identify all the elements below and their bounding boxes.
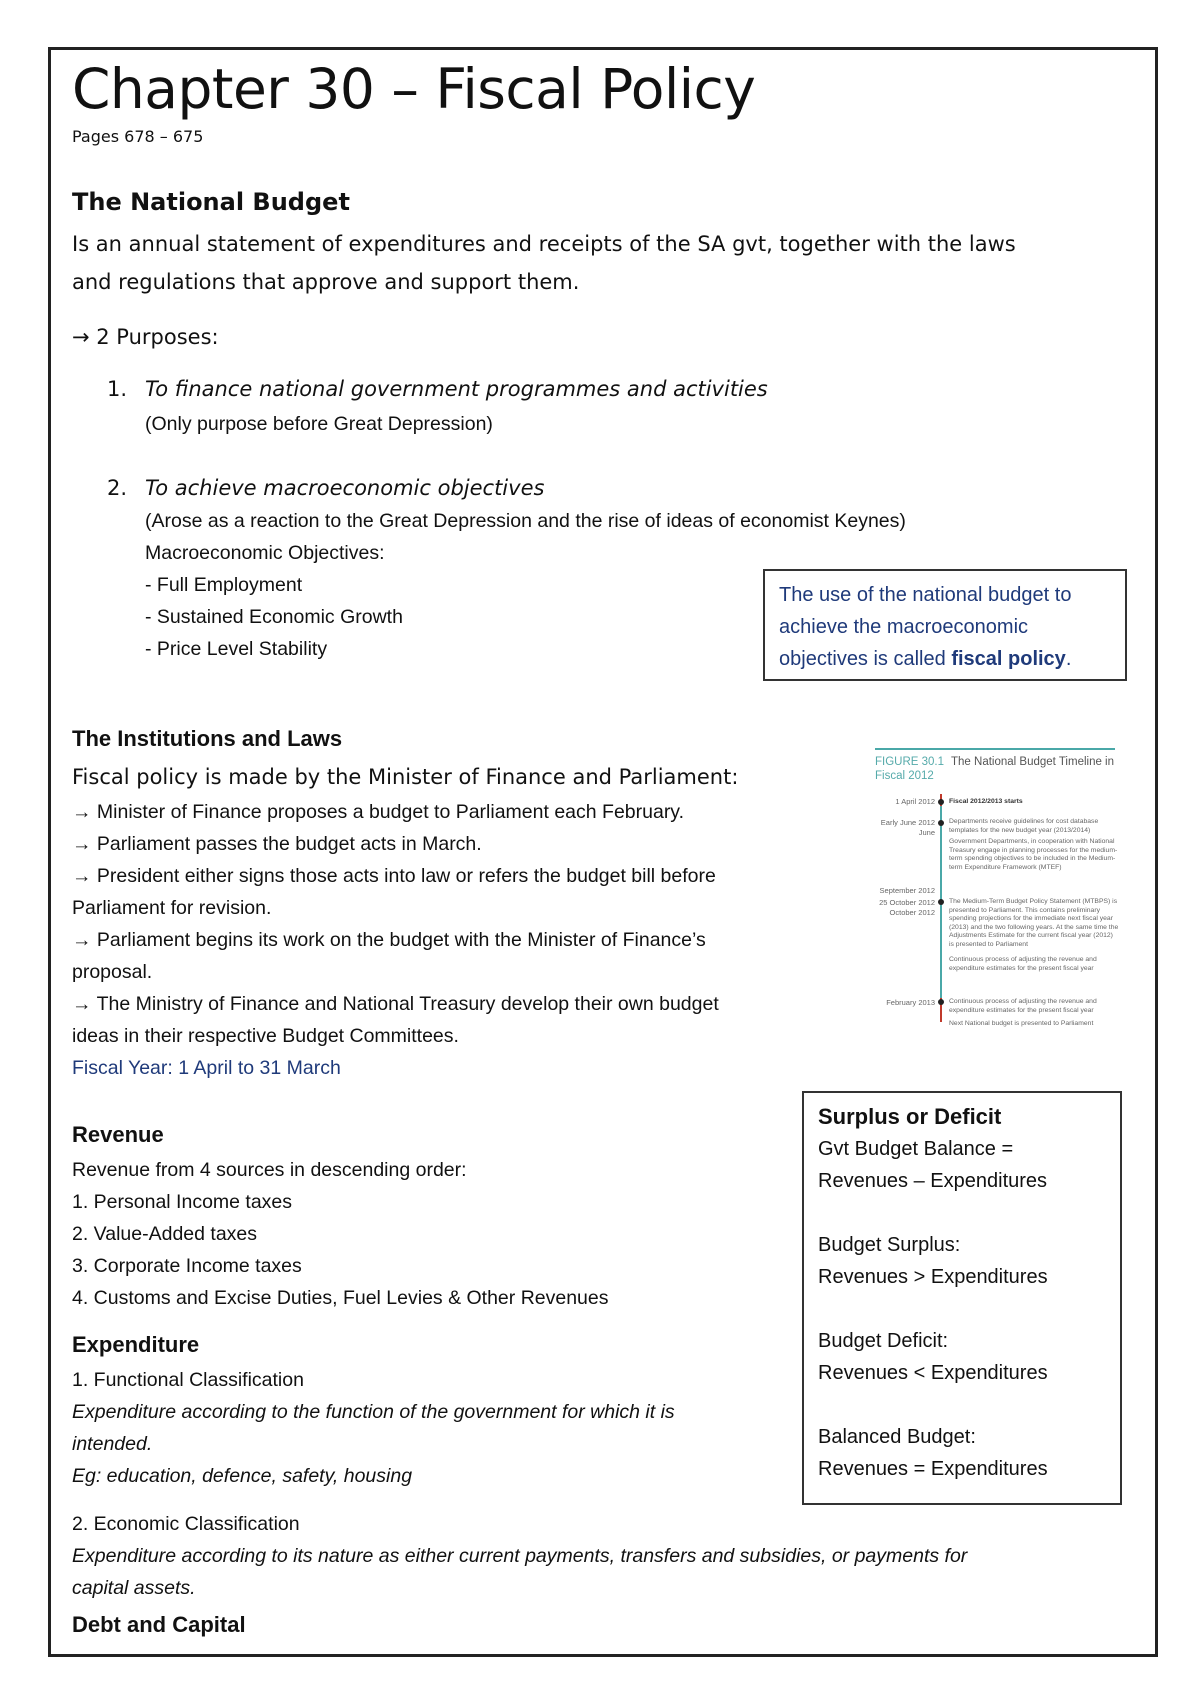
- functional-classification: 1. Functional Classification: [72, 1369, 304, 1391]
- objectives-label: Macroeconomic Objectives:: [145, 542, 385, 564]
- figure-title-1: The National Budget Timeline in: [951, 756, 1115, 768]
- timeline-event: Government Departments, in cooperation with National Treasury engage in planning processes for the medium-term spending objectives to be included in the Medium-term Expenditure Framework (MTEF): [949, 838, 1118, 871]
- purposes-label: → 2 Purposes:: [72, 325, 219, 349]
- institutions-heading: The Institutions and Laws: [72, 726, 343, 751]
- surplus-line: Revenues – Expenditures: [818, 1170, 1048, 1192]
- figure-rule: [875, 748, 1115, 750]
- callout-text: objectives is called: [779, 648, 952, 670]
- timeline-event: Next National budget is presented to Parliament: [949, 1020, 1094, 1027]
- timeline-date: October 2012: [889, 908, 935, 917]
- fiscal-policy-callout: [763, 569, 1127, 681]
- surplus-line: Budget Surplus:: [818, 1234, 961, 1256]
- timeline-date: 25 October 2012: [879, 898, 935, 907]
- timeline-dot: [938, 899, 944, 905]
- surplus-line: Revenues < Expenditures: [818, 1362, 1048, 1384]
- institutions-line: proposal.: [72, 961, 153, 983]
- institutions-line: → Minister of Finance proposes a budget to Parliament each February.: [72, 801, 685, 823]
- institutions-line: → Parliament begins its work on the budget with the Minister of Finance’s: [72, 929, 706, 951]
- surplus-line: Balanced Budget:: [818, 1426, 976, 1448]
- timeline-date: February 2013: [886, 998, 935, 1007]
- fiscal-year-note: Fiscal Year: 1 April to 31 March: [72, 1057, 341, 1079]
- revenue-item: 2. Value-Added taxes: [72, 1223, 258, 1245]
- economic-classification: 2. Economic Classification: [72, 1513, 300, 1535]
- timeline-event: Fiscal 2012/2013 starts: [949, 798, 1023, 805]
- purpose-2-note: (Arose as a reaction to the Great Depression and the rise of ideas of economist Keynes): [145, 510, 906, 532]
- timeline-date: 1 April 2012: [895, 797, 935, 806]
- national-budget-definition-1: Is an annual statement of expenditures and receipts of the SA gvt, together with the laws: [72, 232, 1016, 256]
- functional-example: Eg: education, defence, safety, housing: [72, 1465, 413, 1487]
- timeline-date: Early June 2012: [880, 818, 935, 827]
- callout-term: fiscal policy: [951, 648, 1066, 670]
- callout-line: [779, 643, 1111, 675]
- objective-item: - Price Level Stability: [145, 638, 328, 660]
- national-budget-definition-2: and regulations that approve and support them.: [72, 270, 580, 294]
- callout-line: The use of the national budget to: [779, 584, 1072, 606]
- callout-line: achieve the macroeconomic: [779, 616, 1029, 638]
- purpose-1-note: (Only purpose before Great Depression): [145, 413, 493, 435]
- figure-title-2: Fiscal 2012: [875, 770, 934, 782]
- national-budget-heading: The National Budget: [72, 188, 350, 216]
- surplus-line: Revenues = Expenditures: [818, 1458, 1048, 1480]
- timeline-event: Continuous process of adjusting the revenue and expenditure estimates for the present fiscal year: [949, 956, 1097, 972]
- institutions-line: → President either signs those acts into law or refers the budget bill before: [72, 865, 716, 887]
- surplus-line: Revenues > Expenditures: [818, 1266, 1048, 1288]
- revenue-heading: Revenue: [72, 1122, 164, 1147]
- objective-item: - Sustained Economic Growth: [145, 606, 403, 628]
- institutions-intro: Fiscal policy is made by the Minister of Finance and Parliament:: [72, 765, 739, 789]
- purpose-1: To finance national government programmes and activities: [145, 377, 768, 401]
- purpose-2: To achieve macroeconomic objectives: [145, 476, 545, 500]
- surplus-line: Gvt Budget Balance =: [818, 1138, 1014, 1160]
- timeline-date: June: [918, 828, 935, 837]
- institutions-line: → The Ministry of Finance and National Treasury develop their own budget: [72, 993, 719, 1015]
- debt-capital-heading: Debt and Capital: [72, 1612, 246, 1637]
- institutions-line: ideas in their respective Budget Committees.: [72, 1025, 459, 1047]
- functional-definition: intended.: [72, 1433, 153, 1455]
- budget-timeline-figure: [875, 748, 1120, 1034]
- page-title: Chapter 30 – Fiscal Policy: [72, 57, 756, 121]
- surplus-line: Budget Deficit:: [818, 1330, 949, 1352]
- institutions-line: → Parliament passes the budget acts in March.: [72, 833, 482, 855]
- expenditure-heading: Expenditure: [72, 1332, 200, 1357]
- objective-item: - Full Employment: [145, 574, 303, 596]
- timeline-event: Continuous process of adjusting the revenue and expenditure estimates for the present fiscal year: [949, 998, 1097, 1014]
- revenue-item: 1. Personal Income taxes: [72, 1191, 293, 1213]
- page-range: Pages 678 – 675: [72, 127, 204, 146]
- purpose-2-number: 2.: [107, 476, 128, 500]
- revenue-item: 3. Corporate Income taxes: [72, 1255, 302, 1277]
- timeline-date: September 2012: [879, 886, 935, 895]
- timeline-dot: [938, 799, 944, 805]
- timeline-dot: [938, 820, 944, 826]
- timeline-dot: [938, 999, 944, 1005]
- revenue-item: 4. Customs and Excise Duties, Fuel Levies & Other Revenues: [72, 1287, 609, 1309]
- institutions-line: Parliament for revision.: [72, 897, 272, 919]
- purpose-1-number: 1.: [107, 377, 128, 401]
- functional-definition: Expenditure according to the function of the government for which it is: [72, 1401, 675, 1423]
- timeline-event: Departments receive guidelines for cost database templates for the new budget year (2013/2014): [949, 818, 1099, 834]
- callout-text: .: [1065, 648, 1072, 670]
- economic-definition: Expenditure according to its nature as either current payments, transfers and subsidies, or payments for: [72, 1545, 968, 1567]
- timeline-event: The Medium-Term Budget Policy Statement (MTBPS) is presented to Parliament. This contains preliminary spending projections for the immediate next fiscal year (2013) and the two following years. At the same time the Adjustments Estimate for the current fiscal year (2012) is presented to Parliament: [949, 898, 1119, 948]
- surplus-deficit-box: [802, 1091, 1122, 1505]
- surplus-line: [818, 1197, 1106, 1229]
- surplus-line: [818, 1389, 1106, 1421]
- surplus-line: [818, 1293, 1106, 1325]
- revenue-intro: Revenue from 4 sources in descending order:: [72, 1159, 467, 1181]
- surplus-deficit-heading: Surplus or Deficit: [818, 1104, 1002, 1129]
- figure-label: FIGURE 30.1: [875, 756, 945, 768]
- economic-definition: capital assets.: [72, 1577, 196, 1599]
